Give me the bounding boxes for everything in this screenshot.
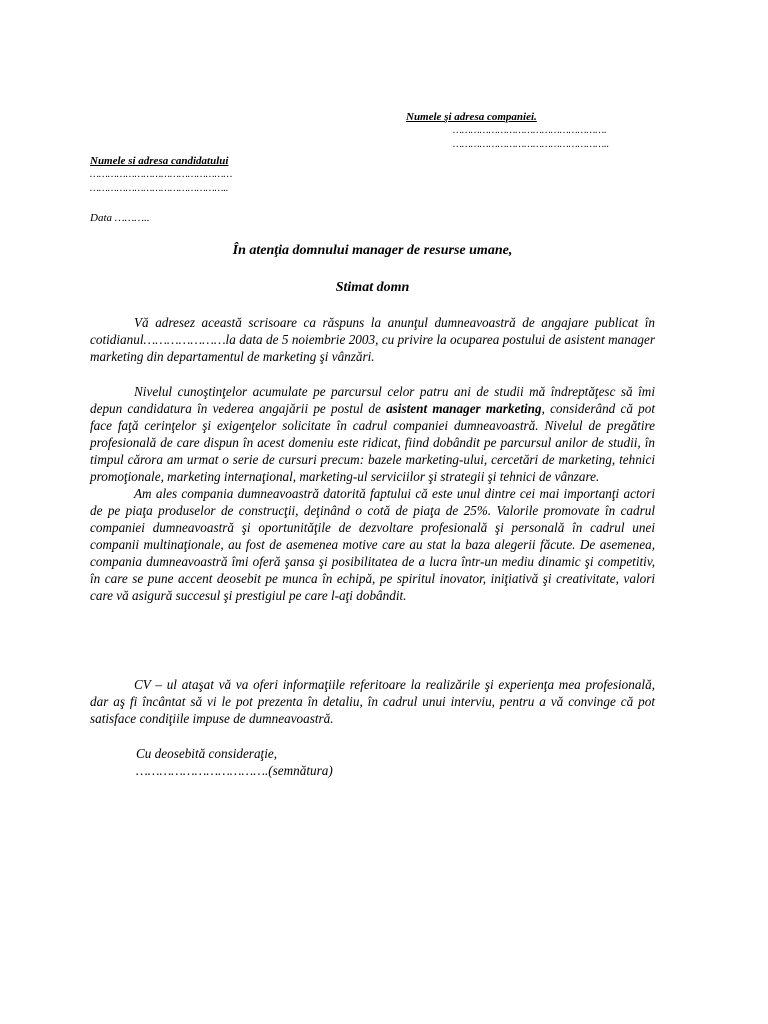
- greeting: Stimat domn: [335, 280, 410, 295]
- closing-salutation: Cu deosebită consideraţie,: [136, 746, 278, 761]
- qualifications-text-before: Nivelul cunoştinţelor acumulate pe parcursul celor patru ani de studii mă îndreptăţesc să îmi depun candidatura în vederea angajării pe postul de: [90, 384, 655, 416]
- qualifications-text-after: , considerând că pot face faţă cerinţelor şi exigenţelor solicitate în cadrul companiei dumneavoastră. Nivelul de pregătire profesională de care dispun în acest domeniu este ridicat, fiind dobândit pe parcursul anilor de studii, în timpul cărora am urmat o serie de cursuri precum: bazele marketing-ului, cercetări de marketing, tehnici promoţionale, marketing internaţional, marketing-ul serviciilor şi strategii şi tehnici de vânzare.: [90, 401, 655, 484]
- attention-heading: În atenţia domnului manager de resurse umane,: [232, 243, 513, 258]
- company-address-label: Numele şi adresa companiei.: [406, 111, 537, 123]
- paragraph-qualifications-and-company: [90, 383, 655, 604]
- date-line: Data ………..: [90, 212, 150, 224]
- company-address-line-2: ……………………………………………..: [453, 139, 610, 150]
- candidate-address-label: Numele si adresa candidatului: [90, 155, 229, 167]
- paragraph-application: [90, 314, 655, 365]
- paragraph-cv-text: CV – ul ataşat vă va oferi informaţiile referitoare la realizările şi experienţa mea profesională, dar aş fi încântat să vi le pot prezenta în detaliu, în cadrul unui interviu, pentru a vă convinge că pot satisface condiţiile impuse de dumneavoastră.: [90, 677, 655, 726]
- job-title-bold: asistent manager marketing: [386, 401, 542, 416]
- company-address-line-1: …………………………………………….: [453, 125, 607, 136]
- closing-block: [136, 745, 333, 779]
- company-address-block: [406, 110, 636, 152]
- candidate-address-line-2: ………………………………………..: [90, 183, 229, 194]
- signature-line: …………………………….(semnătura): [136, 763, 333, 778]
- paragraph-qualifications: [90, 383, 655, 485]
- paragraph-company-choice: Am ales compania dumneavoastră datorită faptului că este unul dintre cei mai importanţi actori de pe piaţa produselor de construcţii, deţinând o cotă de piaţa de 25%. Valorile promovate în cadrul companiei dumneavoastră şi oportunităţile de dezvoltare profesională şi personală în cadrul unei companii multinaţionale, au fost de asemenea motive care au stat la baza alegerii făcute. De asemenea, compania dumneavoastră îmi oferă şansa şi posibilitatea de a lucra într-un mediu dinamic şi competitiv, în care se pune accent deosebit pe munca în echipă, pe spiritul inovator, iniţiativă şi creativitate, valori care vă asigură succesul şi prestigiul pe care l-aţi dobândit.: [90, 486, 655, 603]
- paragraph-application-text: Vă adresez această scrisoare ca răspuns la anunţul dumneavoastră de angajare publicat în cotidianul…………………la data de 5 noiembrie 2003, cu privire la ocuparea postului de asistent manager marketing din departamentul de marketing şi vânzări.: [90, 315, 655, 364]
- paragraph-cv: [90, 676, 655, 727]
- candidate-address-block: [90, 154, 310, 196]
- candidate-address-line-1: …………………………………………: [90, 169, 233, 180]
